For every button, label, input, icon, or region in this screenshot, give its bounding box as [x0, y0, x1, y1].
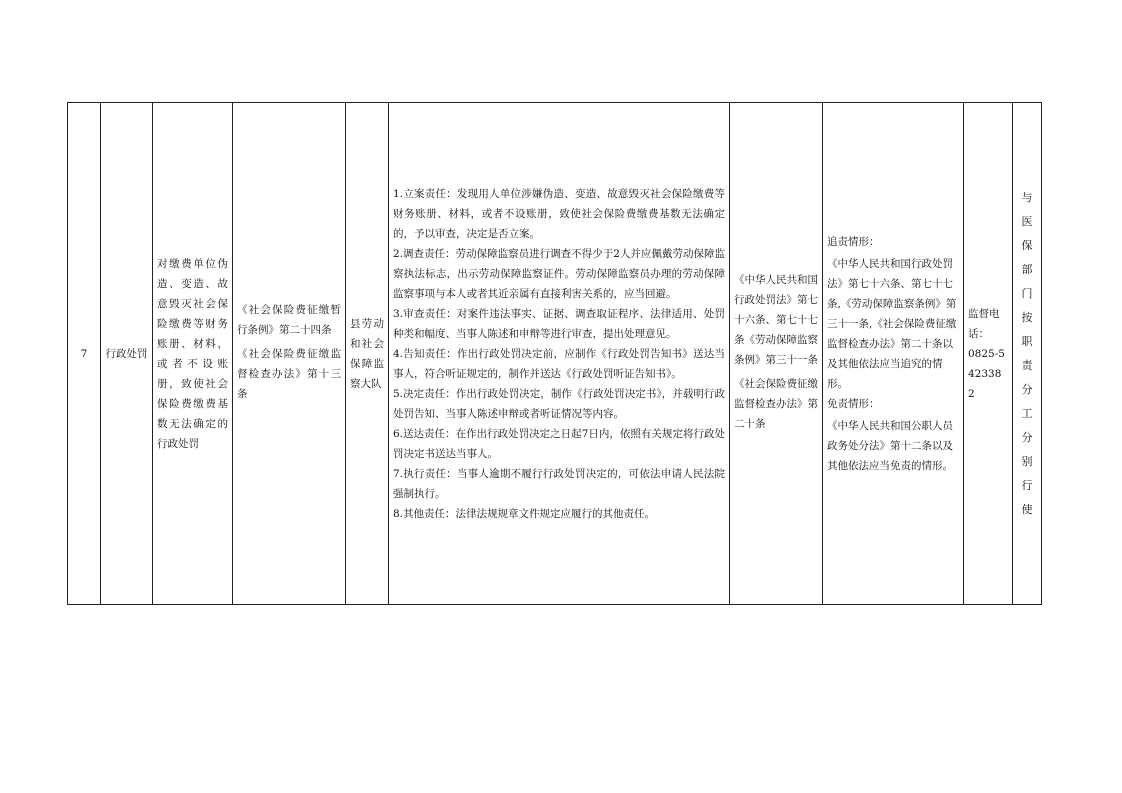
- note: [1013, 103, 1042, 605]
- accountability: [823, 103, 964, 605]
- table-row: [68, 103, 1042, 605]
- basis-line: 《社会保险费征缴暂行条例》第二十四条: [237, 303, 341, 336]
- supervision: [964, 103, 1013, 605]
- law-basis-line: 《中华人民共和国行政处罚法》第七十六条、第七十七条《劳动保障监察条例》第三十一条: [734, 273, 818, 366]
- responsibility-list: [389, 103, 730, 605]
- law-basis: [730, 103, 823, 605]
- responsibility-item: 8.其他责任：法律法规规章文件规定应履行的其他责任。: [393, 507, 656, 520]
- pursue-title: 追责情形：: [827, 235, 880, 248]
- row-number: 7: [68, 103, 101, 605]
- basis-line: 《社会保险费征缴监督检查办法》第十三条: [237, 347, 341, 400]
- item-name: 对缴费单位伪造、变造、故意毁灭社会保险缴费等财务账册、材料，或者不设账册，致使社会保险费缴费基数无法确定的行政处罚: [153, 103, 233, 605]
- pursue-text: 《中华人民共和国行政处罚法》第七十六条、第七十七条,《劳动保障监察条例》第三十一条,《社会保险费征缴监督检查办法》第二十条以及其他依法应当追究的情形。: [827, 257, 957, 390]
- responsibility-item: 3.审查责任：对案件违法事实、证据、调查取证程序、法律适用、处罚种类和幅度、当事人陈述和申辩等进行审查，提出处理意见。: [393, 307, 725, 340]
- exempt-text: 《中华人民共和国公职人员政务处分法》第十二条以及其他依法应当免责的情形。: [827, 419, 953, 472]
- note-text: 与医保部门按职责分工分别行使: [1021, 190, 1033, 516]
- exempt-title: 免责情形：: [827, 397, 880, 410]
- responsibility-item: 5.决定责任：作出行政处罚决定，制作《行政处罚决定书》，并载明行政处罚告知、当事人陈述申辩或者听证情况等内容。: [393, 387, 725, 420]
- responsibility-item: 2.调查责任：劳动保障监察员进行调查不得少于2人并应佩戴劳动保障监察执法标志，出示劳动保障监察证件。劳动保障监察员办理的劳动保障监察事项与本人或者其近亲属有直接利害关系的，应当回避。: [393, 247, 725, 300]
- supervision-phone: 0825-5423382: [968, 347, 1005, 400]
- responsible-department: 县劳动和社会保障监察大队: [346, 103, 389, 605]
- responsibility-item: 7.执行责任：当事人逾期不履行行政处罚决定的，可依法申请人民法院强制执行。: [393, 467, 725, 500]
- duty-table: [67, 102, 1042, 605]
- item-type: 行政处罚: [101, 103, 153, 605]
- responsibility-item: 6.送达责任：在作出行政处罚决定之日起7日内，依照有关规定将行政处罚决定书送达当事人。: [393, 427, 725, 460]
- responsibility-item: 4.告知责任：作出行政处罚决定前，应制作《行政处罚告知书》送达当事人，符合听证规定的，制作并送达《行政处罚听证告知书》。: [393, 347, 725, 380]
- responsibility-item: 1.立案责任：发现用人单位涉嫌伪造、变造、故意毁灭社会保险缴费等财务账册、材料，或者不设账册，致使社会保险费缴费基数无法确定的，予以审查，决定是否立案。: [393, 187, 725, 240]
- legal-basis: [233, 103, 346, 605]
- supervision-label: 监督电话：: [968, 307, 1000, 340]
- law-basis-line: 《社会保险费征缴监督检查办法》第二十条: [734, 377, 818, 430]
